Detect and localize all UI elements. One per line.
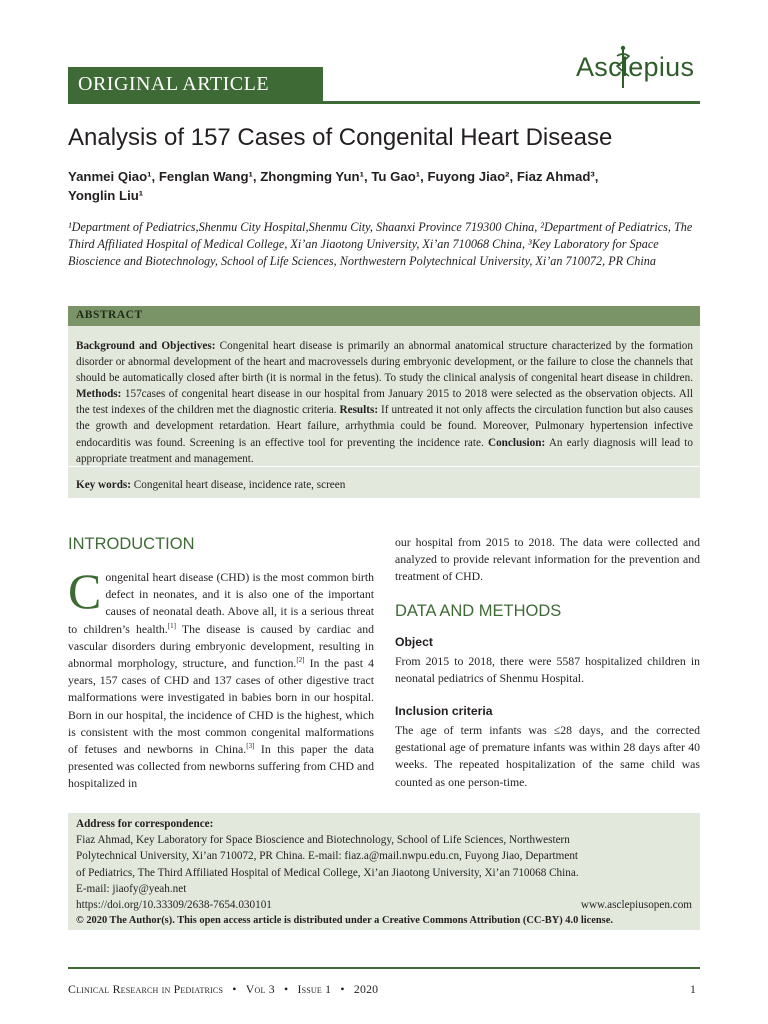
abstract-methods-text: 157cases of congenital heart disease in our hospital from January 2015 to 2018 were selected as the observation objects. All the test indexes of the children met the diagnostic criteria. (76, 388, 693, 417)
footer-issue: Issue 1 (297, 982, 332, 996)
author-list (68, 167, 708, 205)
article-type-banner (68, 67, 323, 103)
author-line-2: Yonglin Liu¹ (68, 188, 144, 203)
intro-text-2: The disease is caused by cardiac and vascular disorders during embryonic development, resulting in abnormal morphology, structure, and function. (68, 621, 374, 671)
abstract-box (68, 326, 700, 498)
inclusion-text: The age of term infants was ≤28 days, and the corrected gestational age of premature infants was within 28 days after 40 weeks. The repeated hospitalization of the same child was counted as one person-time. (395, 723, 700, 789)
footer-separator: • (232, 982, 237, 996)
article-type-label: ORIGINAL ARTICLE (78, 73, 270, 95)
introduction-heading: INTRODUCTION (68, 535, 195, 553)
footer-citation (68, 982, 378, 997)
intro-text-4: In this paper the data presented was collected from newborns suffering from CHD and hospitalized in (68, 742, 374, 791)
keywords-text: Congenital heart disease, incidence rate, screen (131, 479, 346, 491)
copyright-notice: © 2020 The Author(s). This open access article is distributed under a Creative Commons Attribution (CC-BY) 4.0 license. (76, 915, 613, 927)
publisher-logo-text: Asclepius (576, 52, 695, 82)
object-text: From 2015 to 2018, there were 5587 hospitalized children in neonatal pediatrics of Shenmu Hospital. (395, 654, 700, 686)
citation-3[interactable]: [3] (246, 742, 255, 751)
correspondence-line-2: Polytechnical University, Xi’an 710072, PR China. E-mail: fiaz.a@mail.nwpu.edu.cn, Fuyong Jiao, Department (76, 850, 579, 863)
introduction-body (68, 563, 375, 793)
inclusion-subheading: Inclusion criteria (395, 704, 493, 718)
correspondence-box (68, 813, 700, 930)
correspondence-line-3: of Pediatrics, The Third Affiliated Hospital of Medical College, Xi’an Jiaotong University, Xi’an 710068 China. (76, 866, 579, 879)
data-methods-heading: DATA AND METHODS (395, 602, 562, 620)
keywords-label: Key words: (76, 479, 131, 491)
abstract-bg-label: Background and Objectives: (76, 340, 216, 352)
website-link[interactable]: www.asclepiusopen.com (580, 899, 692, 912)
affiliations: ¹Department of Pediatrics,Shenmu City Hospital,Shenmu City, Shaanxi Province 719300 China, ²Department of Pediatrics, The Third Affiliated Hospital of Medical College, Xi’an Jiaotong University, Xi’an 710068 China, ³Key Laboratory for Space Bioscience and Biotechnology, School of Life Sciences, Northwestern Polytechnical University, Xi’an 710072, PR China (68, 220, 693, 268)
doi-link[interactable]: https://doi.org/10.33309/2638-7654.030101 (76, 899, 272, 912)
footer-journal: Clinical Research in Pediatrics (68, 982, 224, 996)
footer-separator: • (340, 982, 345, 996)
object-subheading: Object (395, 635, 433, 649)
author-line-1: Yanmei Qiao¹, Fenglan Wang¹, Zhongming Yun¹, Tu Gao¹, Fuyong Jiao², Fiaz Ahmad³, (68, 169, 599, 184)
correspondence-text (76, 816, 696, 929)
publisher-logo (576, 42, 700, 90)
citation-1[interactable]: [1] (167, 621, 176, 630)
abstract-results-text: If untreated it not only affects the circulation function but also causes the growth and development retardation. Heart failure, arrhythmia could be found. Moreover, Pulmonary hypertension infective endocarditis was found. Screening is an effective tool for preventing the incidence rate. (76, 404, 693, 449)
abstract-conclusion-label: Conclusion: (488, 436, 546, 449)
page-number: 1 (690, 982, 696, 996)
correspondence-line-4: E-mail: jiaofy@yeah.net (76, 882, 187, 895)
abstract-conclusion-text: An early diagnosis will lead to appropriate treatment and management. (76, 436, 693, 465)
keywords (76, 479, 693, 491)
footer-volume: Vol 3 (245, 982, 275, 996)
abstract-methods-label: Methods: (76, 388, 122, 401)
footer-rule (68, 967, 700, 969)
correspondence-label: Address for correspondence: (76, 818, 214, 830)
introduction-continued: our hospital from 2015 to 2018. The data were collected and analyzed to provide relevant information for the prevention and treatment of CHD. (395, 535, 700, 584)
intro-text-3: In the past 4 years, 157 cases of CHD and 137 cases of other digestive tract malformations were investigated in babies born in our hospital. Born in our hospital, the incidence of CHD is the highest, which is consistent with the most common congenital malformations of fetuses and newborns in China. (68, 656, 375, 757)
abstract-results-label: Results: (339, 404, 379, 417)
article-title: Analysis of 157 Cases of Congenital Heart Disease (68, 124, 613, 151)
drop-cap: C (68, 563, 102, 619)
header-rule (68, 101, 700, 104)
citation-2[interactable]: [2] (296, 656, 305, 665)
footer-year: 2020 (353, 982, 379, 996)
correspondence-line-1: Fiaz Ahmad, Key Laboratory for Space Bioscience and Biotechnology, School of Life Sciences, Northwestern (76, 834, 570, 847)
abstract-heading: ABSTRACT (76, 309, 143, 321)
keywords-divider (68, 466, 700, 467)
abstract-text (76, 338, 693, 467)
footer-separator: • (283, 982, 289, 996)
abstract-header (68, 306, 700, 326)
intro-text-1: ongenital heart disease (CHD) is the most common birth defect in neonates, and it is also one of the important causes of neonatal death. Above all, it is a serious threat to children’s health. (68, 570, 374, 636)
abstract-bg-text: Congenital heart disease is primarily an abnormal anatomical structure characterized by the formation disorder or abnormal development of the heart and macrovessels during embryonic development, or the failure to close the channels that should be automatically closed after birth (it is normal in the fetus). To study the clinical analysis of congenital heart disease in children. (76, 340, 693, 385)
